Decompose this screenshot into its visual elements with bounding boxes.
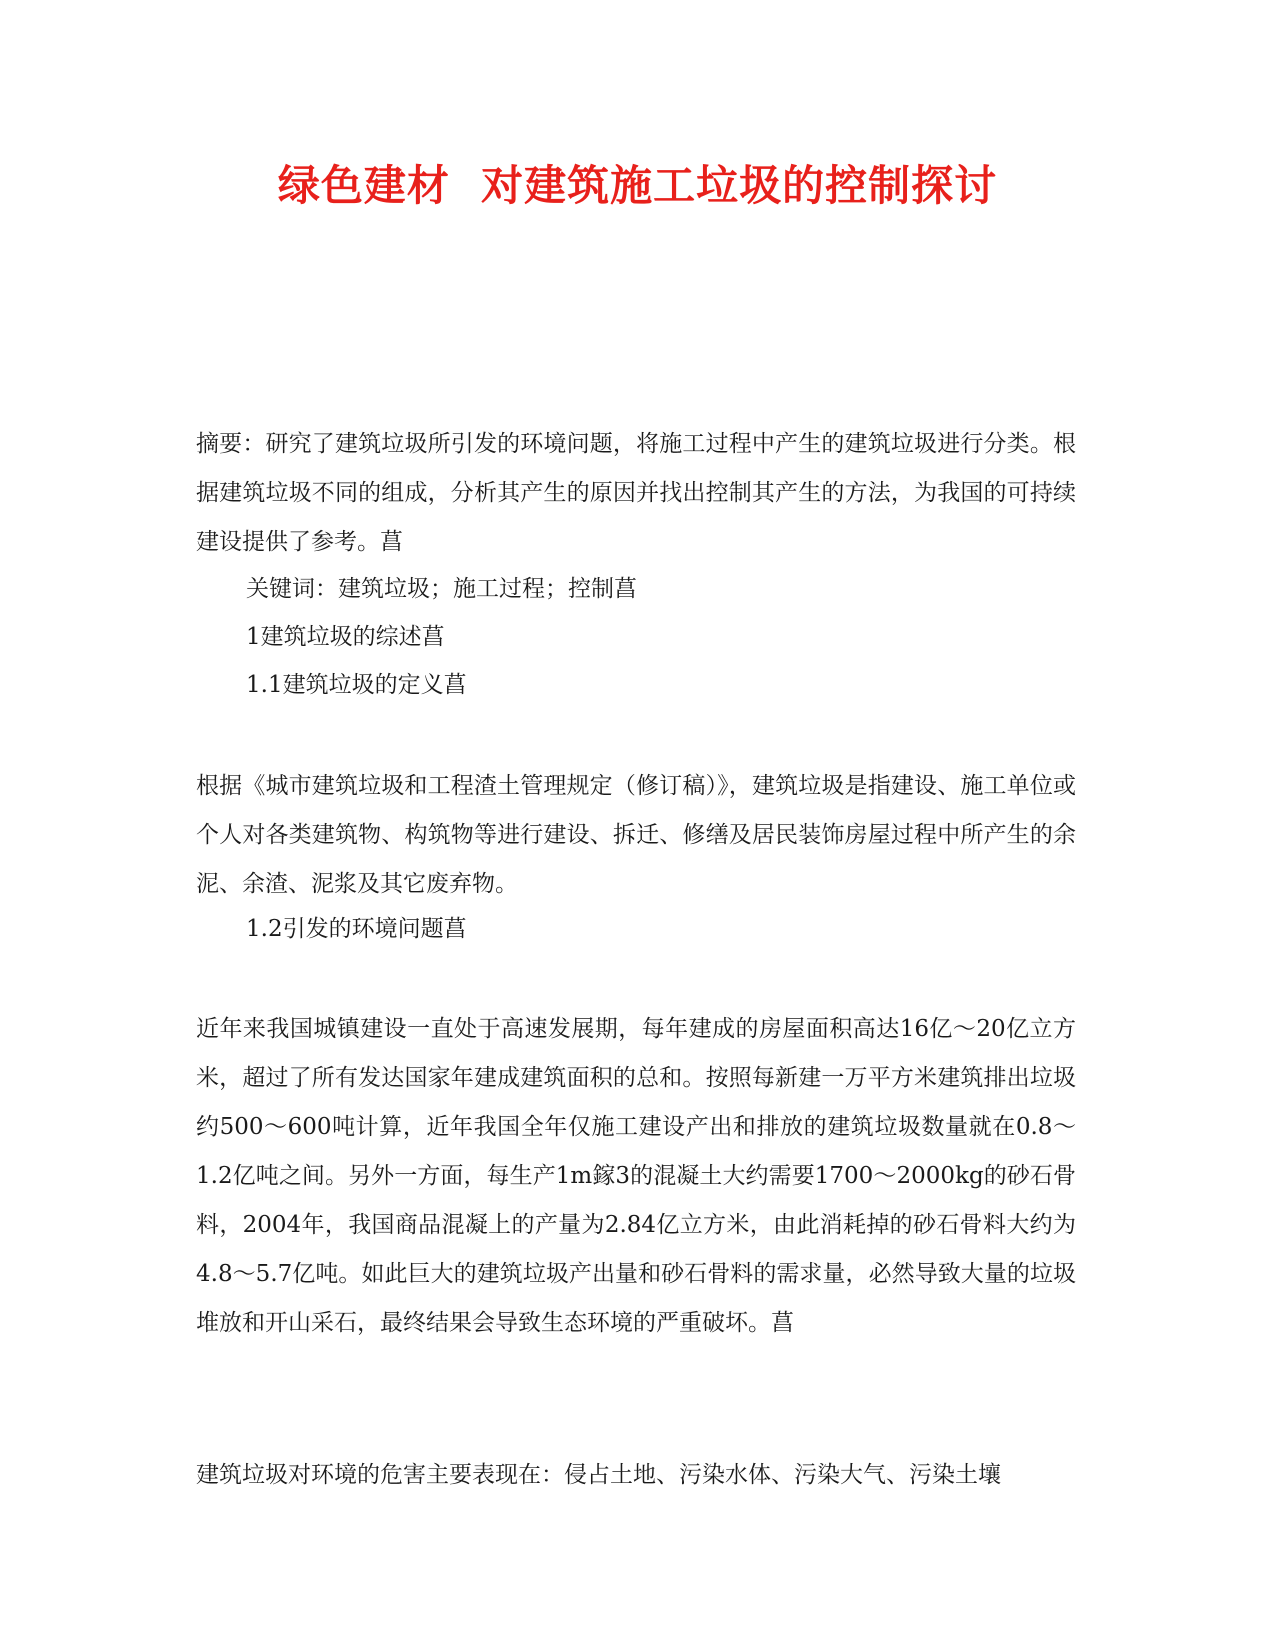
document-title: 绿色建材 对建筑施工垃圾的控制探讨 (277, 161, 998, 210)
harm-paragraph: 建筑垃圾对环境的危害主要表现在：侵占土地、污染水体、污染大气、污染土壤 (196, 1462, 1001, 1488)
section-heading-1-2: 1.2引发的环境问题菖 (246, 916, 467, 942)
abstract-paragraph: 摘要：研究了建筑垃圾所引发的环境问题，将施工过程中产生的建筑垃圾进行分类。根据建筑垃圾不同的组成，分析其产生的原因并找出控制其产生的方法，为我国的可持续建设提供了参考。菖 (196, 431, 1076, 555)
definition-paragraph: 根据《城市建筑垃圾和工程渣土管理规定（修订稿）》，建筑垃圾是指建设、施工单位或个人对各类建筑物、构筑物等进行建设、拆迁、修缮及居民装饰房屋过程中所产生的余泥、余渣、泥浆及其它废弃物。 (196, 773, 1076, 897)
section-heading-1-1: 1.1建筑垃圾的定义菖 (246, 672, 467, 698)
section-heading-1: 1建筑垃圾的综述菖 (246, 624, 445, 650)
growth-paragraph: 近年来我国城镇建设一直处于高速发展期，每年建成的房屋面积高达16亿～20亿立方米，超过了所有发达国家年建成建筑面积的总和。按照每新建一万平方米建筑排出垃圾约500～600吨计算，近年我国全年仅施工建设产出和排放的建筑垃圾数量就在0.8～1.2亿吨之间。另外一方面，每生产1m鎵3的混凝土大约需要1700～2000kg的砂石骨料，2004年，我国商品混凝上的产量为2.84亿立方米，由此消耗掉的砂石骨料大约为4.8～5.7亿吨。如此巨大的建筑垃圾产出量和砂石骨料的需求量，必然导致大量的垃圾堆放和开山采石，最终结果会导致生态环境的严重破坏。菖 (196, 1016, 1076, 1336)
keywords-line: 关键词：建筑垃圾；施工过程；控制菖 (246, 576, 637, 602)
